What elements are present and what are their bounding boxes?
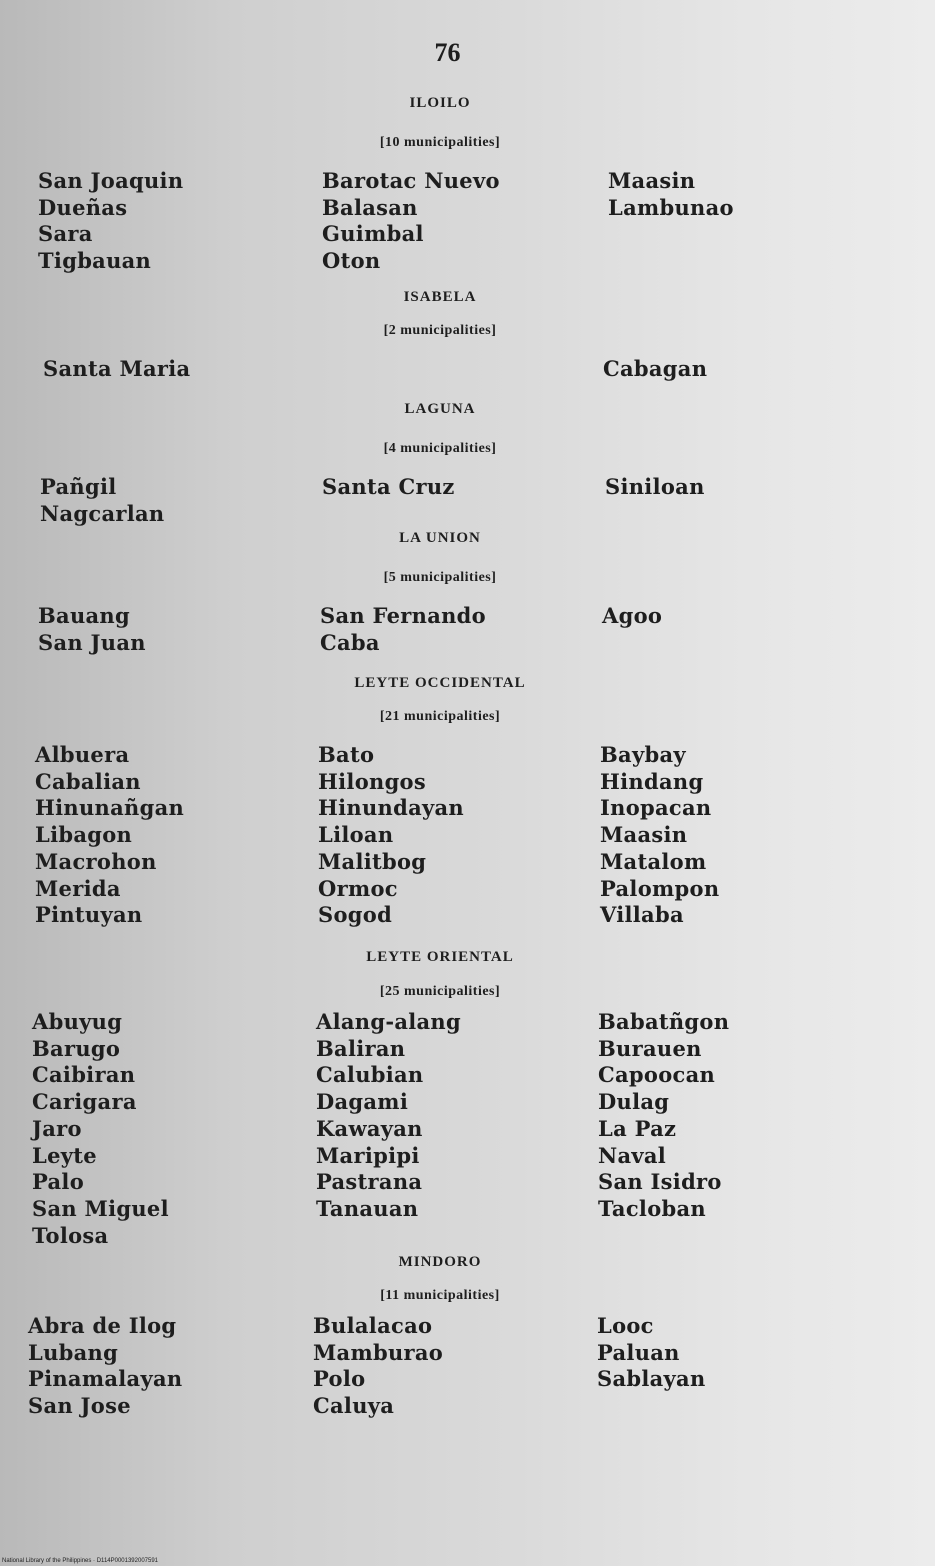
municipality-name: Libagon [35, 822, 133, 848]
municipality-column-laguna-3 [605, 474, 705, 501]
municipality-name: Siniloan [605, 474, 705, 499]
province-heading-iloilo: ILOILO [409, 95, 471, 111]
municipality-name: Guimbal [322, 221, 424, 247]
municipality-name: Malitbog [318, 848, 427, 874]
municipality-name: Matalom [600, 848, 707, 874]
municipality-name: Dagami [316, 1089, 409, 1115]
municipality-column-iloilo-3 [608, 168, 734, 221]
municipality-name: Caibiran [32, 1062, 136, 1088]
municipality-name: Burauen [598, 1035, 702, 1061]
municipality-column-leyte-oriental-2 [316, 1009, 461, 1223]
province-heading-leyte-oriental: LEYTE ORIENTAL [366, 949, 514, 965]
municipality-name: Ormoc [318, 875, 398, 901]
municipality-name: Liloan [318, 822, 394, 848]
municipality-count-leyte-oriental: [25 municipalities] [379, 984, 501, 999]
municipality-column-la-union-3 [602, 603, 662, 630]
municipality-name: Pastrana [316, 1169, 423, 1195]
municipality-name: Barotac Nuevo [322, 168, 500, 193]
municipality-count-isabela: [2 municipalities] [383, 323, 497, 338]
municipality-column-iloilo-2 [322, 168, 500, 275]
municipality-name: Balasan [322, 194, 418, 220]
municipality-name: Mamburao [313, 1339, 444, 1365]
municipality-name: Bauang [38, 603, 130, 628]
municipality-column-iloilo-1 [38, 168, 183, 275]
municipality-count-iloilo: [10 municipalities] [379, 135, 501, 150]
municipality-name: San Fernando [320, 603, 486, 628]
municipality-name: Cabagan [603, 356, 708, 381]
municipality-column-isabela-3 [603, 356, 707, 383]
municipality-name: Santa Maria [43, 356, 191, 381]
municipality-name: Capoocan [598, 1062, 716, 1088]
municipality-name: Sablayan [597, 1366, 706, 1392]
municipality-name: Calubian [316, 1062, 424, 1088]
municipality-name: Lubang [28, 1339, 119, 1365]
municipality-name: Tigbauan [38, 248, 152, 274]
page-number: 76 [434, 38, 461, 67]
municipality-name: San Jose [28, 1393, 131, 1419]
municipality-name: San Joaquin [38, 168, 184, 193]
municipality-name: Oton [322, 248, 381, 274]
municipality-name: Santa Cruz [322, 474, 455, 499]
footer-credit: National Library of the Philippines · D114P0001392007591 [2, 1558, 158, 1564]
municipality-name: Bato [318, 742, 375, 767]
municipality-name: Caba [320, 629, 380, 655]
municipality-name: Abra de Ilog [28, 1313, 177, 1338]
municipality-name: San Miguel [32, 1195, 169, 1221]
municipality-name: Dueñas [38, 194, 128, 220]
municipality-column-mindoro-1 [28, 1313, 182, 1420]
municipality-name: Lambunao [608, 194, 734, 220]
municipality-column-isabela-1 [43, 356, 190, 383]
municipality-column-mindoro-3 [597, 1313, 706, 1393]
municipality-name: La Paz [598, 1115, 677, 1141]
municipality-column-la-union-1 [38, 603, 146, 656]
municipality-name: Inopacan [600, 795, 712, 821]
municipality-name: Pañgil [40, 474, 117, 499]
municipality-name: Alang-alang [316, 1009, 461, 1034]
municipality-name: Barugo [32, 1035, 121, 1061]
municipality-name: Merida [35, 875, 121, 901]
municipality-name: Looc [597, 1313, 654, 1338]
municipality-column-leyte-occidental-1 [35, 742, 184, 929]
municipality-name: Bulalacao [313, 1313, 433, 1338]
municipality-column-leyte-oriental-3 [598, 1009, 729, 1223]
municipality-name: Hindang [600, 768, 704, 794]
province-heading-mindoro: MINDORO [398, 1254, 482, 1270]
municipality-name: Nagcarlan [40, 500, 165, 526]
municipality-column-leyte-oriental-1 [32, 1009, 169, 1249]
municipality-name: Hilongos [318, 768, 426, 794]
municipality-name: Sara [38, 221, 93, 247]
municipality-name: San Isidro [598, 1169, 722, 1195]
province-heading-leyte-occidental: LEYTE OCCIDENTAL [354, 675, 526, 691]
municipality-name: San Juan [38, 629, 146, 655]
province-heading-isabela: ISABELA [403, 289, 477, 305]
municipality-count-mindoro: [11 municipalities] [380, 1288, 500, 1303]
municipality-column-mindoro-2 [313, 1313, 443, 1420]
municipality-name: Maripipi [316, 1142, 420, 1168]
municipality-name: Sogod [318, 902, 393, 928]
municipality-count-leyte-occidental: [21 municipalities] [379, 709, 501, 724]
province-heading-la-union: LA UNION [399, 530, 481, 546]
municipality-name: Macrohon [35, 848, 157, 874]
municipality-name: Cabalian [35, 768, 141, 794]
municipality-column-laguna-1 [40, 474, 165, 527]
municipality-name: Polo [313, 1366, 366, 1392]
municipality-name: Jaro [32, 1115, 82, 1141]
municipality-name: Abuyug [32, 1009, 123, 1034]
municipality-name: Baybay [600, 742, 686, 767]
municipality-name: Maasin [600, 822, 688, 848]
municipality-name: Agoo [602, 603, 663, 628]
municipality-column-la-union-2 [320, 603, 486, 656]
municipality-name: Albuera [35, 742, 130, 767]
municipality-name: Paluan [597, 1339, 680, 1365]
municipality-name: Carigara [32, 1089, 137, 1115]
municipality-count-laguna: [4 municipalities] [383, 441, 497, 456]
municipality-name: Pintuyan [35, 902, 143, 928]
municipality-name: Naval [598, 1142, 667, 1168]
municipality-count-la-union: [5 municipalities] [383, 570, 497, 585]
municipality-name: Dulag [598, 1089, 670, 1115]
municipality-name: Leyte [32, 1142, 97, 1168]
province-heading-laguna: LAGUNA [404, 401, 476, 417]
municipality-name: Tolosa [32, 1222, 109, 1248]
municipality-column-leyte-occidental-3 [600, 742, 719, 929]
municipality-name: Palo [32, 1169, 85, 1195]
municipality-name: Baliran [316, 1035, 406, 1061]
municipality-name: Maasin [608, 168, 696, 193]
municipality-name: Tacloban [598, 1195, 706, 1221]
municipality-name: Tanauan [316, 1195, 419, 1221]
municipality-name: Babatñgon [598, 1009, 730, 1034]
municipality-name: Hinunañgan [35, 795, 185, 821]
municipality-name: Villaba [600, 902, 684, 928]
municipality-name: Pinamalayan [28, 1366, 183, 1392]
municipality-name: Hinundayan [318, 795, 464, 821]
municipality-name: Kawayan [316, 1115, 423, 1141]
municipality-name: Caluya [313, 1393, 395, 1419]
municipality-column-laguna-2 [322, 474, 455, 501]
municipality-column-leyte-occidental-2 [318, 742, 464, 929]
municipality-name: Palompon [600, 875, 720, 901]
